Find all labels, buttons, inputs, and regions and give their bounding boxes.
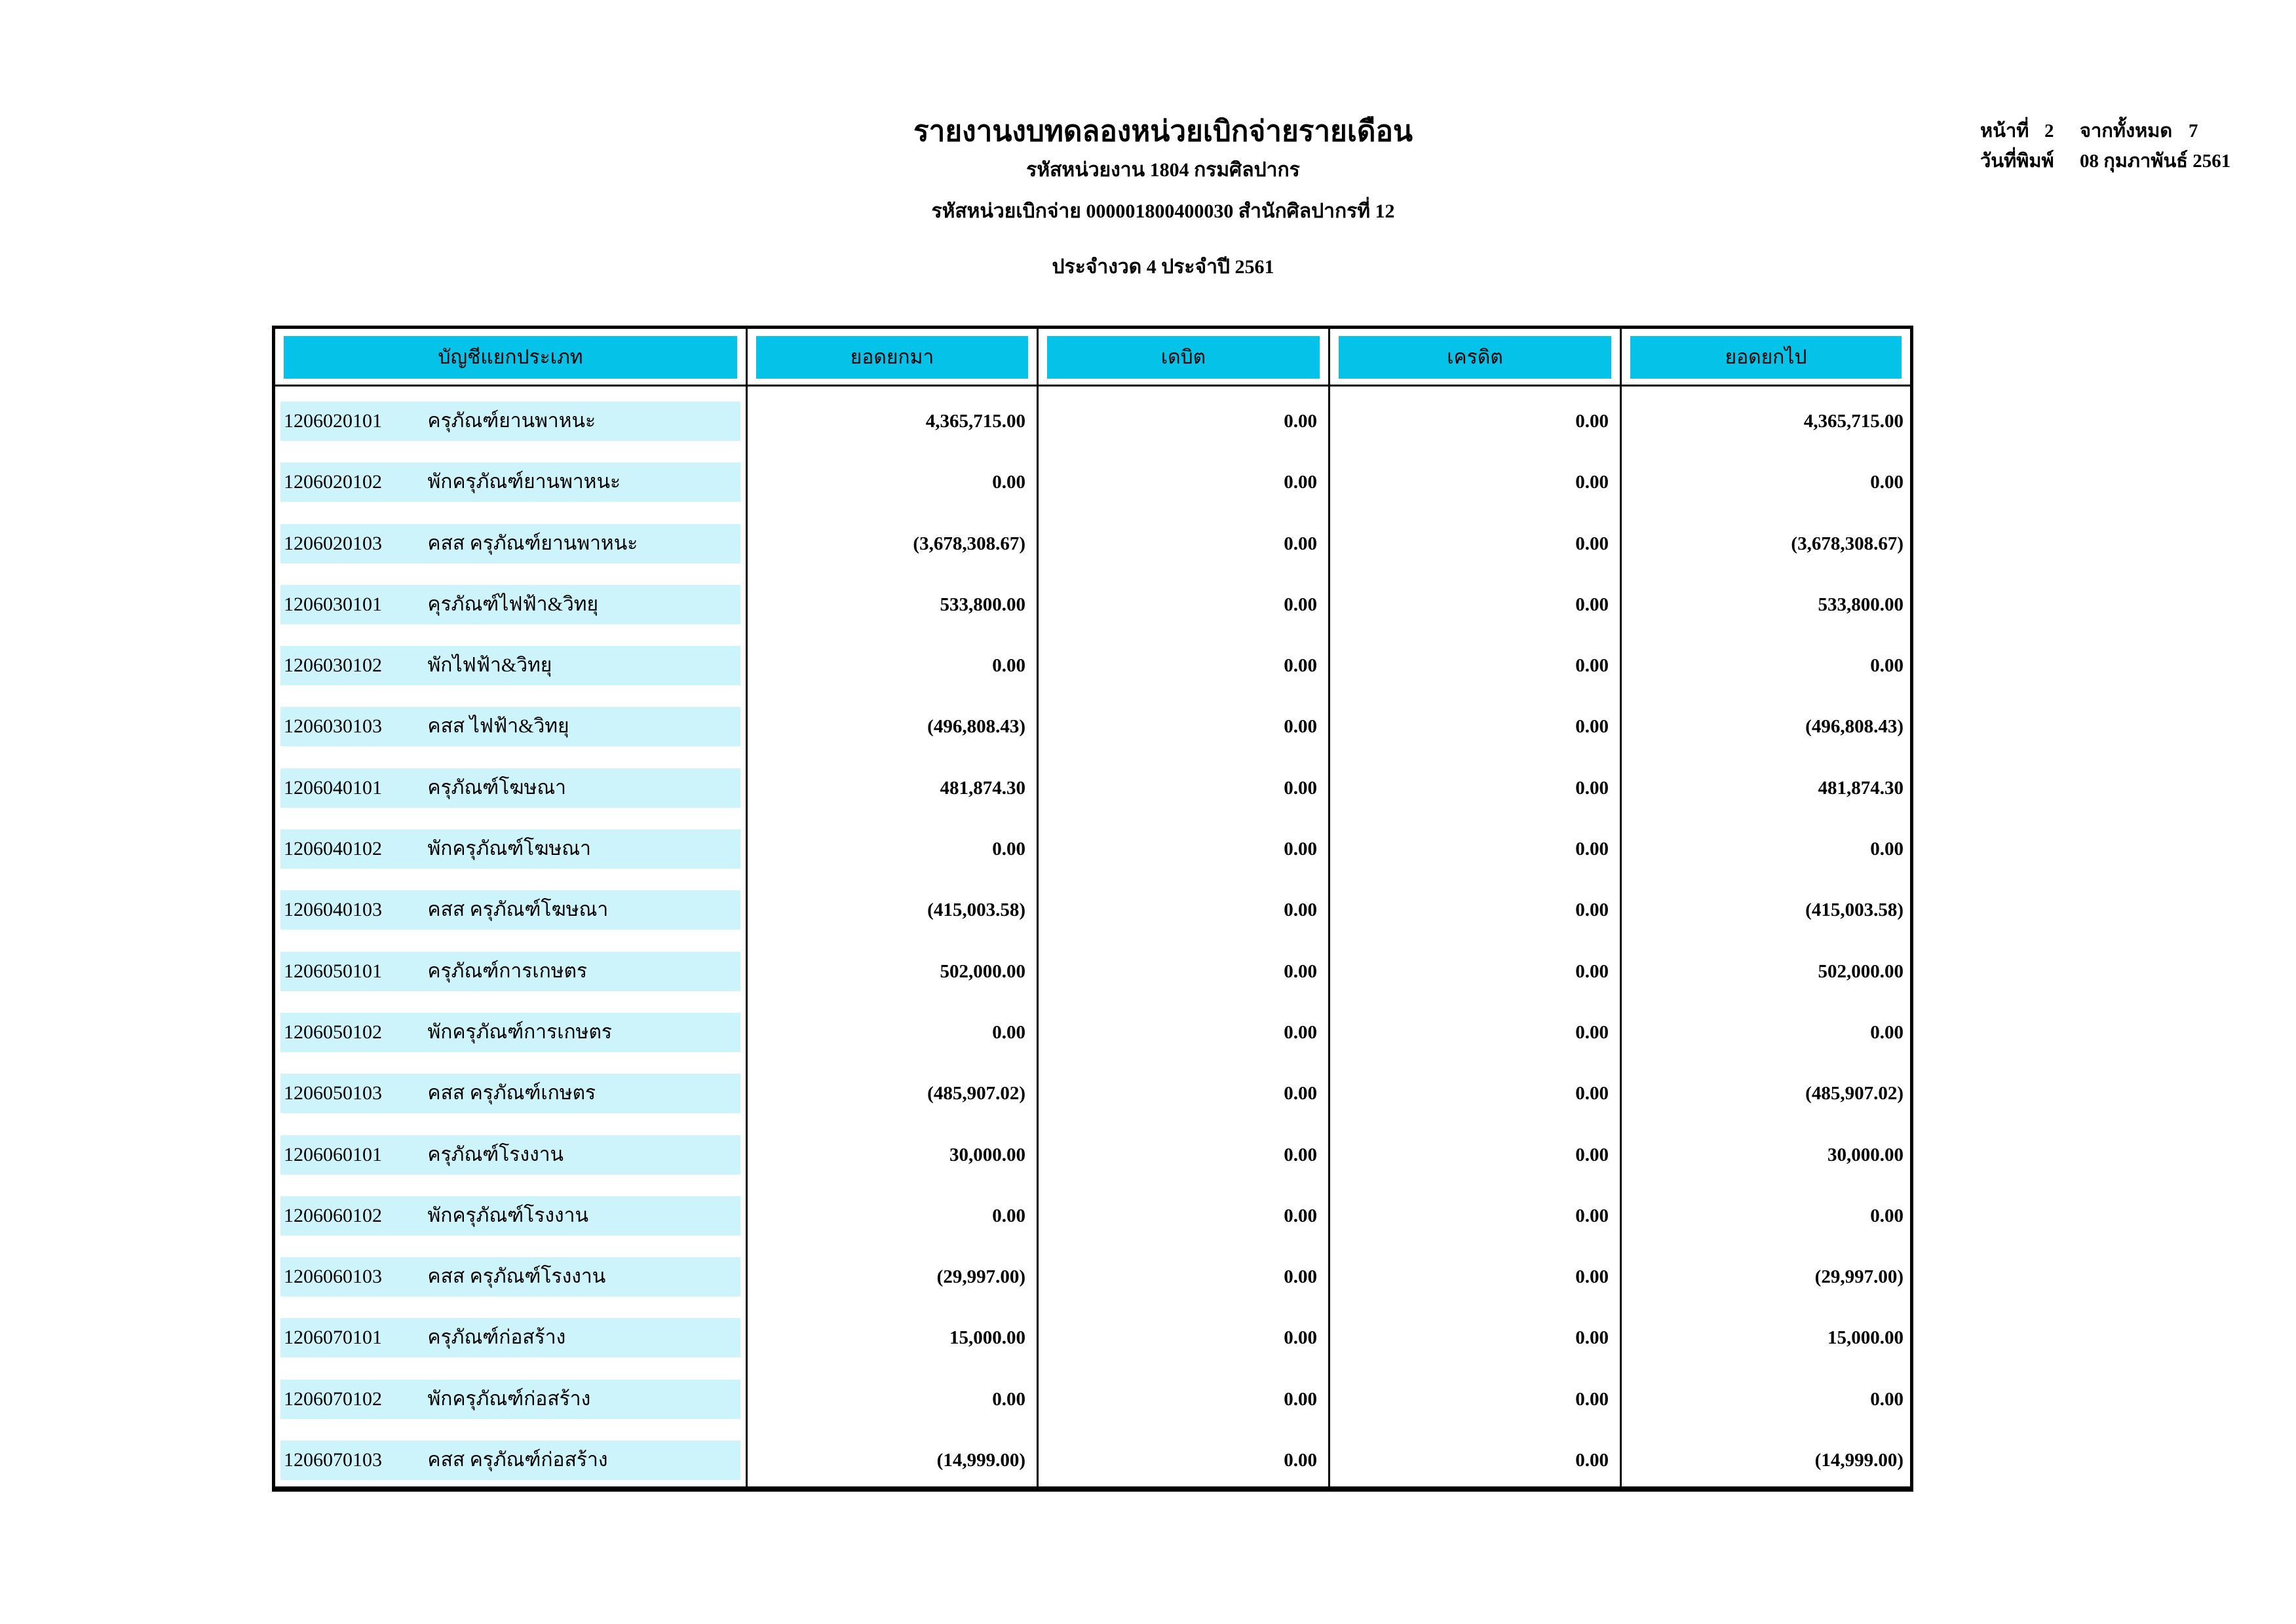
- account-name: คสส ครุภัณฑ์เกษตร: [427, 1082, 596, 1105]
- debit-value: 0.00: [1284, 1205, 1317, 1226]
- account-highlight-band: [280, 1257, 740, 1296]
- end-balance-value: 0.00: [1870, 839, 1904, 860]
- end-balance-value: (496,808.43): [1805, 716, 1904, 738]
- debit-value: 0.00: [1284, 411, 1317, 432]
- column-header-end-balance: [1622, 329, 1910, 385]
- credit-cell: [1330, 1365, 1622, 1426]
- debit-cell: [1039, 1181, 1330, 1242]
- end-balance-value: 502,000.00: [1818, 960, 1904, 982]
- account-highlight-band: [280, 707, 740, 746]
- begin-balance-value: 0.00: [992, 1388, 1025, 1410]
- table-row: [275, 692, 1910, 753]
- credit-value: 0.00: [1575, 1205, 1609, 1226]
- account-code: 1206020103: [284, 532, 382, 554]
- credit-cell: [1330, 875, 1622, 936]
- account-name: ครุภัณฑ์ก่อสร้าง: [427, 1327, 566, 1349]
- account-name: ครุภัณฑ์ยานพาหนะ: [427, 410, 596, 432]
- table-row: [275, 509, 1910, 570]
- report-title: รายงานงบทดลองหน่วยเบิกจ่ายรายเดือน: [913, 115, 1413, 147]
- end-balance-cell: [1622, 753, 1910, 814]
- credit-cell: [1330, 509, 1622, 570]
- end-balance-cell: [1622, 1120, 1910, 1181]
- end-balance-value: 4,365,715.00: [1803, 411, 1904, 432]
- credit-value: 0.00: [1575, 411, 1609, 432]
- total-pages: 7: [2189, 121, 2198, 142]
- credit-cell: [1330, 1120, 1622, 1181]
- credit-cell: [1330, 387, 1622, 447]
- debit-cell: [1039, 1059, 1330, 1120]
- page-number-label: หน้าที่: [1980, 121, 2029, 142]
- account-name: พักครุภัณฑ์โรงงาน: [427, 1204, 589, 1226]
- account-cell: [275, 875, 748, 936]
- table-row: [275, 387, 1910, 447]
- account-name: พักครุภัณฑ์ก่อสร้าง: [427, 1388, 591, 1410]
- end-balance-value: 30,000.00: [1827, 1144, 1904, 1165]
- trial-balance-table: [272, 326, 1913, 1492]
- begin-balance-value: 533,800.00: [940, 594, 1025, 615]
- credit-cell: [1330, 631, 1622, 692]
- debit-cell: [1039, 875, 1330, 936]
- account-highlight-band: [280, 1135, 740, 1175]
- begin-balance-cell: [748, 631, 1039, 692]
- account-code: 1206030102: [284, 654, 382, 677]
- account-name: พักไฟฟ้า&วิทยุ: [427, 654, 552, 677]
- debit-cell: [1039, 998, 1330, 1059]
- end-balance-value: 533,800.00: [1818, 594, 1904, 615]
- account-code: 1206040102: [284, 838, 382, 860]
- account-code: 1206070102: [284, 1388, 382, 1410]
- column-header-credit-label: เครดิต: [1339, 336, 1611, 379]
- account-name: ครุภัณฑ์โรงงาน: [427, 1143, 564, 1165]
- end-balance-value: 15,000.00: [1827, 1327, 1904, 1349]
- account-highlight-band: [280, 1196, 740, 1236]
- account-highlight-band: [280, 646, 740, 685]
- column-header-account: [275, 329, 748, 385]
- begin-balance-value: 0.00: [992, 1021, 1025, 1043]
- credit-cell: [1330, 814, 1622, 875]
- begin-balance-cell: [748, 447, 1039, 508]
- debit-cell: [1039, 509, 1330, 570]
- account-code: 1206060103: [284, 1266, 382, 1288]
- account-highlight-band: [280, 952, 740, 991]
- begin-balance-value: 0.00: [992, 1205, 1025, 1226]
- credit-cell: [1330, 998, 1622, 1059]
- print-date: 08 กุมภาพันธ์ 2561: [2080, 151, 2231, 172]
- account-cell: [275, 1365, 748, 1426]
- account-highlight-band: [280, 890, 740, 930]
- account-cell: [275, 387, 748, 447]
- account-name: ครุภัณฑ์โฆษณา: [427, 776, 567, 799]
- column-header-debit-label: เดบิต: [1047, 336, 1320, 379]
- begin-balance-cell: [748, 1303, 1039, 1364]
- credit-cell: [1330, 447, 1622, 508]
- debit-value: 0.00: [1284, 655, 1317, 677]
- end-balance-cell: [1622, 387, 1910, 447]
- account-highlight-band: [280, 768, 740, 808]
- debit-cell: [1039, 1120, 1330, 1181]
- debit-cell: [1039, 1426, 1330, 1486]
- end-balance-value: (485,907.02): [1805, 1083, 1904, 1105]
- table-row: [275, 1242, 1910, 1303]
- table-row: [275, 1303, 1910, 1364]
- debit-value: 0.00: [1284, 1021, 1317, 1043]
- credit-value: 0.00: [1575, 1144, 1609, 1165]
- account-cell: [275, 998, 748, 1059]
- credit-value: 0.00: [1575, 1450, 1609, 1471]
- credit-value: 0.00: [1575, 1021, 1609, 1043]
- credit-value: 0.00: [1575, 533, 1609, 554]
- begin-balance-value: 15,000.00: [949, 1327, 1025, 1349]
- debit-cell: [1039, 1365, 1330, 1426]
- account-cell: [275, 1242, 748, 1303]
- begin-balance-value: 4,365,715.00: [925, 411, 1025, 432]
- begin-balance-cell: [748, 1426, 1039, 1486]
- debit-value: 0.00: [1284, 960, 1317, 982]
- credit-value: 0.00: [1575, 1083, 1609, 1105]
- table-row: [275, 753, 1910, 814]
- end-balance-value: 481,874.30: [1818, 777, 1904, 799]
- begin-balance-cell: [748, 1120, 1039, 1181]
- end-balance-cell: [1622, 875, 1910, 936]
- end-balance-value: (3,678,308.67): [1791, 533, 1904, 554]
- account-highlight-band: [280, 1441, 740, 1480]
- account-name: ครุภัณฑ์การเกษตร: [427, 960, 588, 982]
- begin-balance-value: (496,808.43): [927, 716, 1025, 738]
- credit-value: 0.00: [1575, 472, 1609, 493]
- account-highlight-band: [280, 524, 740, 563]
- account-name: คสส ไฟฟ้า&วิทยุ: [427, 715, 569, 738]
- table-row: [275, 631, 1910, 692]
- begin-balance-cell: [748, 875, 1039, 936]
- credit-value: 0.00: [1575, 655, 1609, 677]
- account-cell: [275, 1181, 748, 1242]
- debit-cell: [1039, 1303, 1330, 1364]
- account-cell: [275, 1059, 748, 1120]
- account-code: 1206020101: [284, 410, 382, 432]
- account-name: พักครุภัณฑ์การเกษตร: [427, 1021, 613, 1043]
- account-code: 1206050102: [284, 1021, 382, 1043]
- end-balance-cell: [1622, 692, 1910, 753]
- account-code: 1206070103: [284, 1449, 382, 1471]
- account-code: 1206040103: [284, 899, 382, 921]
- account-code: 1206040101: [284, 776, 382, 799]
- end-balance-cell: [1622, 1365, 1910, 1426]
- end-balance-value: (29,997.00): [1814, 1266, 1904, 1288]
- account-cell: [275, 814, 748, 875]
- debit-value: 0.00: [1284, 594, 1317, 615]
- credit-cell: [1330, 1181, 1622, 1242]
- debit-value: 0.00: [1284, 472, 1317, 493]
- credit-cell: [1330, 937, 1622, 998]
- credit-cell: [1330, 753, 1622, 814]
- end-balance-cell: [1622, 447, 1910, 508]
- account-name: คุรภัณฑ์ไฟฟ้า&วิทยุ: [427, 593, 599, 615]
- account-name: พักครุภัณฑ์ยานพาหนะ: [427, 471, 621, 493]
- account-cell: [275, 692, 748, 753]
- account-name: คสส ครุภัณฑ์โฆษณา: [427, 899, 609, 921]
- account-highlight-band: [280, 829, 740, 869]
- debit-cell: [1039, 447, 1330, 508]
- begin-balance-value: 0.00: [992, 472, 1025, 493]
- end-balance-cell: [1622, 814, 1910, 875]
- credit-cell: [1330, 1059, 1622, 1120]
- table-row: [275, 447, 1910, 508]
- account-cell: [275, 1303, 748, 1364]
- account-highlight-band: [280, 585, 740, 624]
- account-cell: [275, 753, 748, 814]
- account-code: 1206020102: [284, 471, 382, 493]
- begin-balance-value: (3,678,308.67): [913, 533, 1025, 554]
- begin-balance-cell: [748, 1059, 1039, 1120]
- debit-cell: [1039, 387, 1330, 447]
- table-row: [275, 1120, 1910, 1181]
- debit-cell: [1039, 1242, 1330, 1303]
- agency-code-line: รหัสหน่วยงาน 1804 กรมศิลปากร: [1026, 159, 1300, 181]
- debit-cell: [1039, 814, 1330, 875]
- column-header-debit: [1039, 329, 1330, 385]
- begin-balance-value: 502,000.00: [940, 960, 1025, 982]
- debit-value: 0.00: [1284, 1083, 1317, 1105]
- begin-balance-cell: [748, 1181, 1039, 1242]
- account-highlight-band: [280, 1380, 740, 1419]
- account-code: 1206070101: [284, 1327, 382, 1349]
- account-cell: [275, 447, 748, 508]
- credit-value: 0.00: [1575, 594, 1609, 615]
- table-row: [275, 998, 1910, 1059]
- page-number: 2: [2044, 121, 2054, 142]
- credit-value: 0.00: [1575, 716, 1609, 738]
- account-code: 1206050103: [284, 1082, 382, 1105]
- debit-value: 0.00: [1284, 1388, 1317, 1410]
- total-pages-label: จากทั้งหมด: [2080, 121, 2173, 142]
- debit-value: 0.00: [1284, 533, 1317, 554]
- credit-value: 0.00: [1575, 839, 1609, 860]
- debit-value: 0.00: [1284, 716, 1317, 738]
- credit-value: 0.00: [1575, 777, 1609, 799]
- debit-value: 0.00: [1284, 777, 1317, 799]
- begin-balance-cell: [748, 753, 1039, 814]
- end-balance-cell: [1622, 998, 1910, 1059]
- end-balance-value: 0.00: [1870, 655, 1904, 677]
- end-balance-value: 0.00: [1870, 1205, 1904, 1226]
- credit-cell: [1330, 570, 1622, 631]
- table-row: [275, 570, 1910, 631]
- table-row: [275, 937, 1910, 998]
- credit-value: 0.00: [1575, 1327, 1609, 1349]
- credit-cell: [1330, 1242, 1622, 1303]
- end-balance-value: (14,999.00): [1814, 1450, 1904, 1471]
- begin-balance-cell: [748, 1365, 1039, 1426]
- debit-cell: [1039, 937, 1330, 998]
- begin-balance-cell: [748, 814, 1039, 875]
- column-header-account-label: บัญชีแยกประเภท: [284, 336, 737, 379]
- column-header-credit: [1330, 329, 1622, 385]
- debit-cell: [1039, 753, 1330, 814]
- table-row: [275, 1365, 1910, 1426]
- begin-balance-cell: [748, 570, 1039, 631]
- debit-value: 0.00: [1284, 1450, 1317, 1471]
- end-balance-cell: [1622, 1242, 1910, 1303]
- account-name: คสส ครุภัณฑ์ยานพาหนะ: [427, 532, 638, 554]
- column-header-begin-balance-label: ยอดยกมา: [756, 336, 1028, 379]
- end-balance-cell: [1622, 631, 1910, 692]
- account-cell: [275, 1426, 748, 1486]
- begin-balance-value: 0.00: [992, 655, 1025, 677]
- account-name: พักครุภัณฑ์โฆษณา: [427, 838, 591, 860]
- end-balance-value: 0.00: [1870, 472, 1904, 493]
- credit-value: 0.00: [1575, 899, 1609, 921]
- end-balance-value: (415,003.58): [1805, 899, 1904, 921]
- account-highlight-band: [280, 1074, 740, 1113]
- end-balance-cell: [1622, 937, 1910, 998]
- table-header-row: [275, 329, 1910, 387]
- credit-cell: [1330, 1303, 1622, 1364]
- begin-balance-cell: [748, 387, 1039, 447]
- account-cell: [275, 509, 748, 570]
- debit-value: 0.00: [1284, 1327, 1317, 1349]
- begin-balance-value: 0.00: [992, 839, 1025, 860]
- end-balance-cell: [1622, 1303, 1910, 1364]
- begin-balance-cell: [748, 692, 1039, 753]
- account-highlight-band: [280, 402, 740, 441]
- end-balance-cell: [1622, 570, 1910, 631]
- end-balance-value: 0.00: [1870, 1388, 1904, 1410]
- end-balance-cell: [1622, 1059, 1910, 1120]
- table-row: [275, 1059, 1910, 1120]
- print-date-label: วันที่พิมพ์: [1980, 151, 2054, 172]
- account-code: 1206060102: [284, 1204, 382, 1226]
- begin-balance-cell: [748, 937, 1039, 998]
- account-cell: [275, 631, 748, 692]
- end-balance-cell: [1622, 1426, 1910, 1486]
- credit-cell: [1330, 692, 1622, 753]
- end-balance-cell: [1622, 1181, 1910, 1242]
- debit-value: 0.00: [1284, 1144, 1317, 1165]
- credit-value: 0.00: [1575, 960, 1609, 982]
- begin-balance-value: 481,874.30: [940, 777, 1025, 799]
- begin-balance-value: (29,997.00): [936, 1266, 1025, 1288]
- debit-value: 0.00: [1284, 899, 1317, 921]
- account-code: 1206030101: [284, 593, 382, 615]
- account-name: คสส ครุภัณฑ์โรงงาน: [427, 1266, 606, 1288]
- account-highlight-band: [280, 463, 740, 502]
- end-balance-value: 0.00: [1870, 1021, 1904, 1043]
- account-code: 1206060101: [284, 1143, 382, 1165]
- account-cell: [275, 1120, 748, 1181]
- debit-cell: [1039, 631, 1330, 692]
- column-header-end-balance-label: ยอดยกไป: [1630, 336, 1902, 379]
- begin-balance-cell: [748, 998, 1039, 1059]
- account-highlight-band: [280, 1318, 740, 1357]
- table-row: [275, 875, 1910, 936]
- begin-balance-value: (14,999.00): [936, 1450, 1025, 1471]
- credit-value: 0.00: [1575, 1266, 1609, 1288]
- account-name: คสส ครุภัณฑ์ก่อสร้าง: [427, 1449, 608, 1471]
- table-body: [275, 387, 1910, 1486]
- credit-value: 0.00: [1575, 1388, 1609, 1410]
- account-cell: [275, 937, 748, 998]
- debit-value: 0.00: [1284, 1266, 1317, 1288]
- end-balance-cell: [1622, 509, 1910, 570]
- begin-balance-value: (485,907.02): [927, 1083, 1025, 1105]
- table-row: [275, 1181, 1910, 1242]
- table-row: [275, 814, 1910, 875]
- account-code: 1206050101: [284, 960, 382, 982]
- table-row: [275, 1426, 1910, 1486]
- debit-cell: [1039, 692, 1330, 753]
- period-line: ประจำงวด 4 ประจำปี 2561: [1052, 256, 1274, 278]
- disbursement-unit-line: รหัสหน่วยเบิกจ่าย 000001800400030 สำนักศิลปากรที่ 12: [931, 200, 1395, 222]
- column-header-begin-balance: [748, 329, 1039, 385]
- account-code: 1206030103: [284, 715, 382, 738]
- begin-balance-value: 30,000.00: [949, 1144, 1025, 1165]
- begin-balance-cell: [748, 509, 1039, 570]
- debit-value: 0.00: [1284, 839, 1317, 860]
- begin-balance-value: (415,003.58): [927, 899, 1025, 921]
- begin-balance-cell: [748, 1242, 1039, 1303]
- account-highlight-band: [280, 1013, 740, 1052]
- credit-cell: [1330, 1426, 1622, 1486]
- debit-cell: [1039, 570, 1330, 631]
- account-cell: [275, 570, 748, 631]
